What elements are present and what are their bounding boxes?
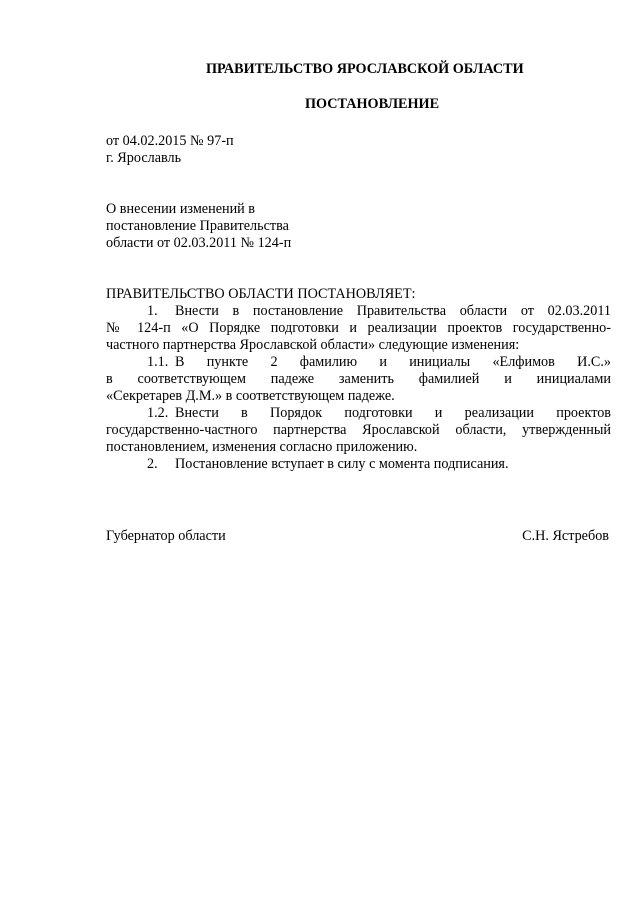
item-text: Внести в Порядок подготовки и реализации проектов	[175, 405, 611, 421]
item-text: В пункте 2 фамилию и инициалы «Елфимов И.С.»	[175, 354, 611, 370]
city: г. Ярославль	[106, 150, 182, 166]
item-text: Внести в постановление Правительства области от 02.03.2011	[175, 303, 611, 319]
item-text: Постановление вступает в силу с момента подписания.	[175, 456, 509, 472]
signature-position: Губернатор области	[106, 528, 226, 544]
signature-name: С.Н. Ястребов	[522, 528, 609, 544]
item-number: 2.	[147, 456, 158, 472]
doc-type-title: ПОСТАНОВЛЕНИЕ	[305, 96, 440, 112]
item-number: 1.	[147, 303, 158, 319]
subject-line: О внесении изменений в	[106, 201, 256, 217]
item-text: постановлением, изменения согласно приложению.	[106, 439, 418, 455]
item-text: государственно-частного партнерства Ярославской области, утвержденный	[106, 422, 611, 438]
subject-line: области от 02.03.2011 № 124-п	[106, 235, 292, 251]
date-number: от 04.02.2015 № 97-п	[106, 133, 234, 149]
decree-intro: ПРАВИТЕЛЬСТВО ОБЛАСТИ ПОСТАНОВЛЯЕТ:	[106, 286, 416, 302]
item-text: «Секретарев Д.М.» в соответствующем падеже.	[106, 388, 395, 404]
item-number: 1.2.	[147, 405, 169, 421]
item-text: № 124-п «О Порядке подготовки и реализации проектов государственно-	[106, 320, 611, 336]
subject-line: постановление Правительства	[106, 218, 289, 234]
item-text: в соответствующем падеже заменить фамилией и инициалами	[106, 371, 611, 387]
org-title: ПРАВИТЕЛЬСТВО ЯРОСЛАВСКОЙ ОБЛАСТИ	[206, 61, 524, 77]
item-text: частного партнерства Ярославской области» следующие изменения:	[106, 337, 520, 353]
item-number: 1.1.	[147, 354, 169, 370]
